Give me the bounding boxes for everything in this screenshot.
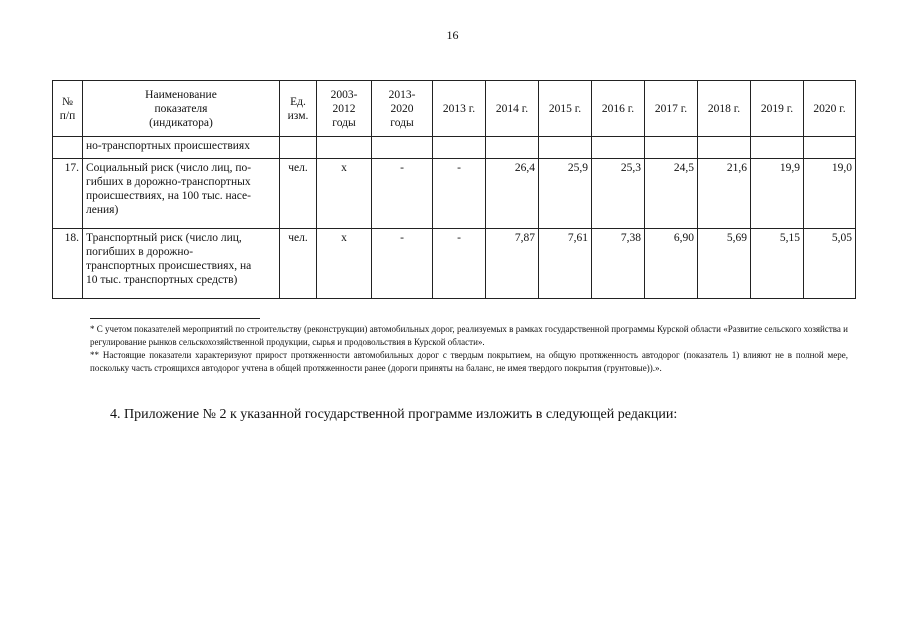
table-header-row bbox=[53, 81, 856, 137]
indicator-name: Социальный риск (число лиц, по- гибших в дорожно-транспортных происшествиях, на 100 тыс. насе- ления) bbox=[83, 159, 280, 229]
col-header-2013p-line1: 2013- bbox=[388, 88, 416, 101]
cell-empty bbox=[592, 137, 645, 159]
col-header-unit-line2: изм. bbox=[287, 109, 309, 122]
value-2014: 7,87 bbox=[486, 229, 539, 299]
col-header-indicator-name bbox=[83, 81, 280, 137]
col-header-2015: 2015 г. bbox=[539, 81, 592, 137]
table-row bbox=[53, 229, 856, 299]
value-2003-2012: х bbox=[317, 159, 372, 229]
cell-empty bbox=[804, 137, 856, 159]
cell-empty bbox=[698, 137, 751, 159]
amendment-instruction: 4. Приложение № 2 к указанной государственной программе изложить в следующей редакции: bbox=[110, 407, 678, 422]
col-header-2003-line2: 2012 bbox=[332, 102, 356, 115]
cell-empty bbox=[317, 137, 372, 159]
col-header-name-line3: (индикатора) bbox=[149, 116, 213, 129]
col-header-2014: 2014 г. bbox=[486, 81, 539, 137]
indicators-table bbox=[52, 80, 856, 299]
col-header-number-line2: п/п bbox=[59, 109, 76, 122]
value-2020: 19,0 bbox=[804, 159, 856, 229]
col-header-2016: 2016 г. bbox=[592, 81, 645, 137]
footnote-divider bbox=[90, 318, 260, 319]
cell-empty bbox=[280, 137, 317, 159]
page-number: 16 bbox=[446, 28, 459, 42]
cell-empty bbox=[486, 137, 539, 159]
col-header-2003-line3: годы bbox=[332, 116, 356, 129]
value-2003-2012: х bbox=[317, 229, 372, 299]
col-header-2013p-line3: годы bbox=[390, 116, 414, 129]
col-header-2013p-line2: 2020 bbox=[390, 102, 414, 115]
cell-empty bbox=[372, 137, 433, 159]
col-header-2003-2012 bbox=[317, 81, 372, 137]
col-header-2003-line1: 2003- bbox=[330, 88, 358, 101]
footnotes bbox=[90, 323, 848, 375]
value-2015: 7,61 bbox=[539, 229, 592, 299]
table-row bbox=[53, 159, 856, 229]
cell-empty bbox=[53, 137, 83, 159]
footnote-2: ** Настоящие показатели характеризуют прирост протяженности автомобильных дорог с твердым покрытием, на общую протяженность автодорог (показатель 1) влияют не в полной мере, поскольку часть строящихся автодорог учтена в общей протяженности ранее (дороги приняты на баланс, не имея твердого покрытия (грунтовые)).». bbox=[90, 350, 848, 373]
value-2013: - bbox=[433, 229, 486, 299]
col-header-number-line1: № bbox=[62, 95, 73, 108]
col-header-name-line2: показателя bbox=[154, 102, 208, 115]
cell-empty bbox=[433, 137, 486, 159]
value-2016: 7,38 bbox=[592, 229, 645, 299]
cell-empty bbox=[751, 137, 804, 159]
col-header-2018: 2018 г. bbox=[698, 81, 751, 137]
cell-empty bbox=[645, 137, 698, 159]
row-number: 18. bbox=[53, 229, 83, 299]
col-header-2013-2020 bbox=[372, 81, 433, 137]
cell-empty bbox=[539, 137, 592, 159]
value-2019: 5,15 bbox=[751, 229, 804, 299]
footnote-1: * С учетом показателей мероприятий по строительству (реконструкции) автомобильных дорог, реализуемых в рамках государственной программы Курской области «Развитие сельского хозяйства и регулирование рынков сельскохозяйственной продукции, сырья и продовольствия в Курской области». bbox=[90, 324, 848, 347]
value-2015: 25,9 bbox=[539, 159, 592, 229]
value-2018: 21,6 bbox=[698, 159, 751, 229]
value-2013-2020: - bbox=[372, 229, 433, 299]
value-2018: 5,69 bbox=[698, 229, 751, 299]
row-number: 17. bbox=[53, 159, 83, 229]
value-2020: 5,05 bbox=[804, 229, 856, 299]
value-2013: - bbox=[433, 159, 486, 229]
col-header-number bbox=[53, 81, 83, 137]
value-2019: 19,9 bbox=[751, 159, 804, 229]
col-header-2019: 2019 г. bbox=[751, 81, 804, 137]
col-header-2013: 2013 г. bbox=[433, 81, 486, 137]
col-header-unit-line1: Ед. bbox=[290, 95, 306, 108]
value-2017: 24,5 bbox=[645, 159, 698, 229]
table-row-continuation bbox=[53, 137, 856, 159]
value-2014: 26,4 bbox=[486, 159, 539, 229]
col-header-2017: 2017 г. bbox=[645, 81, 698, 137]
col-header-unit bbox=[280, 81, 317, 137]
indicator-name: Транспортный риск (число лиц, погибших в дорожно- транспортных происшествиях, на 10 тыс. транспортных средств) bbox=[83, 229, 280, 299]
unit-cell: чел. bbox=[280, 229, 317, 299]
continuation-text: но-транспортных происшествиях bbox=[83, 137, 280, 159]
value-2017: 6,90 bbox=[645, 229, 698, 299]
unit-cell: чел. bbox=[280, 159, 317, 229]
value-2016: 25,3 bbox=[592, 159, 645, 229]
value-2013-2020: - bbox=[372, 159, 433, 229]
col-header-2020: 2020 г. bbox=[804, 81, 856, 137]
col-header-name-line1: Наименование bbox=[145, 88, 217, 101]
